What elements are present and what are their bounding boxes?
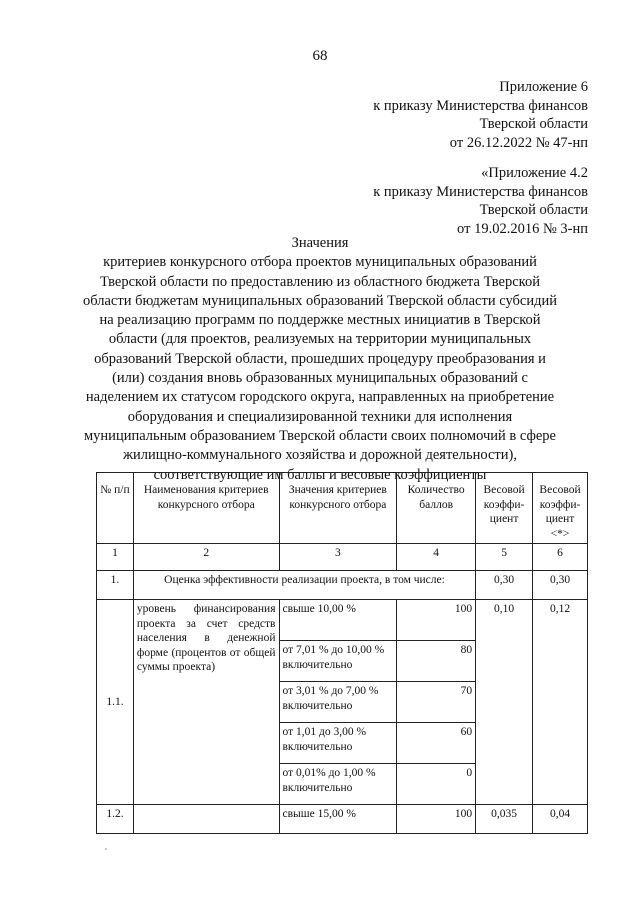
criterion-value: от 7,01 % до 10,00 % включительно	[279, 641, 397, 682]
header-weight: Весовой коэффи-циент	[476, 473, 533, 544]
weight-value: 0,30	[476, 571, 533, 600]
heading-line: критериев конкурсного отбора проектов муниципальных образований	[103, 254, 537, 271]
appendix-header-line: Тверской области	[479, 116, 588, 132]
points-value: 100	[397, 600, 476, 641]
weight-value-alt: 0,30	[533, 571, 588, 600]
appendix-quote-line: от 19.02.2016 № 3-нп	[457, 220, 588, 237]
points-value: 80	[397, 641, 476, 682]
heading-line: наделением их статусом городского округа, направленных на приобретение	[85, 389, 555, 406]
appendix-header-line: от 26.12.2022 № 47-нп	[449, 134, 588, 151]
heading-line: соответствующие им баллы и весовые коэффициенты	[153, 466, 487, 483]
appendix-quote-line: Тверской области	[479, 202, 588, 218]
weight-value-alt: 0,12	[533, 600, 588, 805]
criteria-table	[96, 472, 588, 834]
table-row	[97, 805, 588, 834]
points-value: 60	[397, 723, 476, 764]
weight-value: 0,10	[476, 600, 533, 805]
points-value: 100	[397, 805, 476, 834]
table-row-section-1	[97, 571, 588, 600]
appendix-quote	[373, 164, 588, 238]
heading-line: муниципальным образованием Тверской области своих полномочий в сфере	[84, 427, 556, 444]
column-number: 4	[397, 544, 476, 571]
criterion-value: свыше 15,00 %	[279, 805, 397, 834]
scan-artifact	[105, 848, 107, 850]
points-value: 70	[397, 682, 476, 723]
heading-line: Тверской области по предоставлению из областного бюджета Тверской	[100, 273, 540, 290]
appendix-header-line: к приказу Министерства финансов	[373, 97, 588, 114]
heading-line: образований Тверской области, прошедших процедуру преобразования и	[94, 350, 546, 367]
criterion-text	[133, 805, 279, 834]
column-numbers-row	[97, 544, 588, 571]
heading-line: оборудования и специализированной техники для исполнения	[127, 408, 513, 425]
row-number: 1.	[97, 571, 134, 600]
column-number: 3	[279, 544, 397, 571]
heading-line: (или) создания вновь образованных муниципальных образований с	[112, 370, 528, 387]
heading-title: Значения	[291, 235, 349, 251]
appendix-quote-line: к приказу Министерства финансов	[373, 183, 588, 200]
weight-value: 0,035	[476, 805, 533, 834]
column-number: 5	[476, 544, 533, 571]
heading-line: жилищно-коммунального хозяйства и дорожной деятельности),	[123, 447, 517, 464]
criterion-value: от 1,01 до 3,00 % включительно	[279, 723, 397, 764]
criterion-value: от 3,01 % до 7,00 % включительно	[279, 682, 397, 723]
row-number: 1.1.	[97, 600, 134, 805]
appendix-header-line: Приложение 6	[499, 79, 588, 95]
header-points: Количество баллов	[397, 473, 476, 544]
header-weight-alt: Весовой коэффи-циент <*>	[533, 473, 588, 544]
criterion-text: уровень финансирования проекта за счет средств населения в денежной форме (процентов от общей суммы проекта)	[133, 600, 279, 805]
heading-line: области (для проектов, реализуемых на территории муниципальных	[108, 331, 532, 348]
header-criteria: Наименования критериев конкурсного отбора	[133, 473, 279, 544]
page-number: 68	[312, 48, 328, 64]
header-values: Значения критериев конкурсного отбора	[279, 473, 397, 544]
heading-line: области бюджетам муниципальных образований Тверской области субсидий	[82, 292, 557, 309]
weight-value-alt: 0,04	[533, 805, 588, 834]
criterion-value: от 0,01% до 1,00 % включительно	[279, 764, 397, 805]
criterion-value: свыше 10,00 %	[279, 600, 397, 641]
appendix-header	[373, 78, 588, 152]
heading-line: на реализацию программ по поддержке местных инициатив в Тверской	[99, 312, 541, 329]
row-number: 1.2.	[97, 805, 134, 834]
column-number: 1	[97, 544, 134, 571]
table-row	[97, 600, 588, 641]
document-heading	[80, 234, 560, 485]
column-number: 6	[533, 544, 588, 571]
header-num: № п/п	[97, 473, 134, 544]
table-header-row	[97, 473, 588, 544]
appendix-quote-line: «Приложение 4.2	[481, 165, 588, 181]
column-number: 2	[133, 544, 279, 571]
points-value: 0	[397, 764, 476, 805]
section-label: Оценка эффективности реализации проекта, в том числе:	[133, 571, 475, 600]
